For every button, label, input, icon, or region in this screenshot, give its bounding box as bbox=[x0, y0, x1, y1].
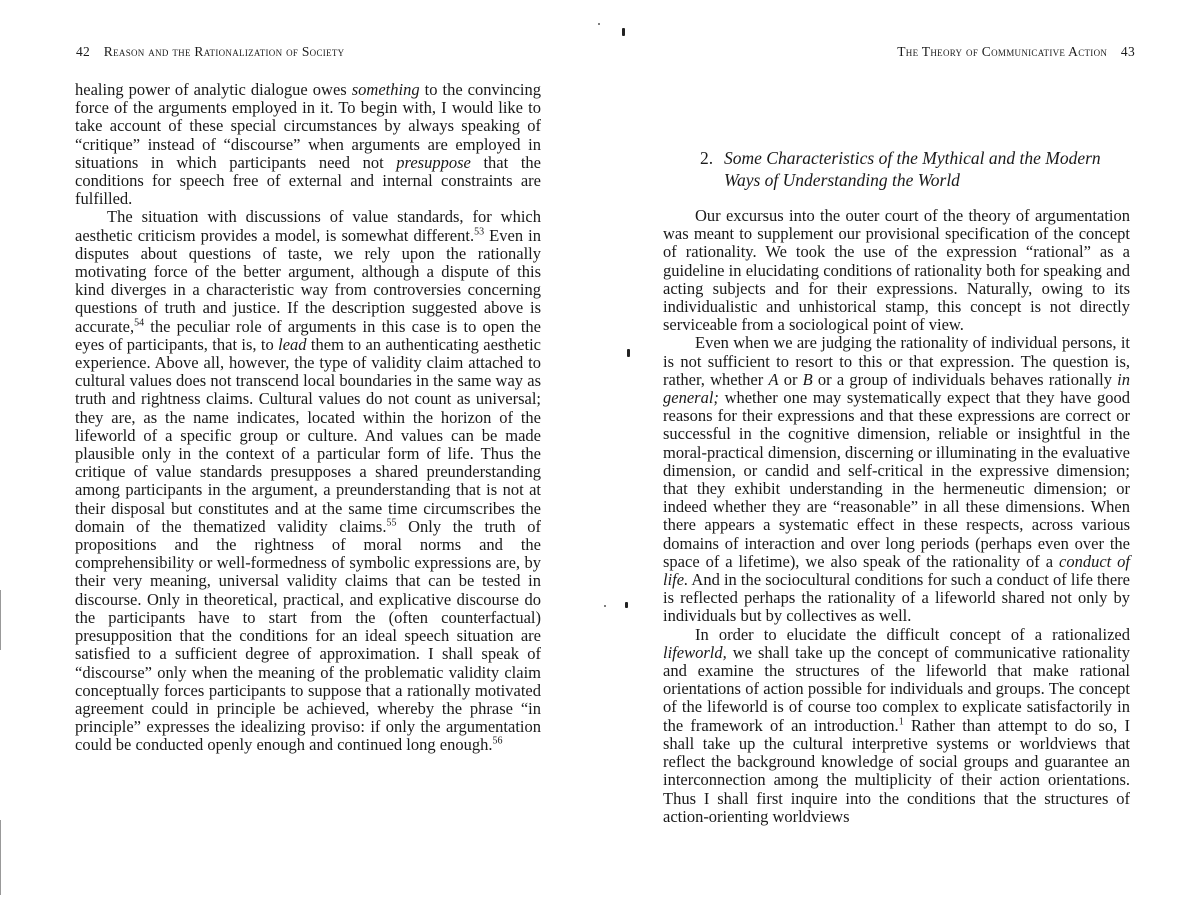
emphasis: A bbox=[768, 369, 779, 389]
emphasis: in general; bbox=[663, 369, 1131, 408]
text-run: In order to elucidate the difficult concept of a rationalized bbox=[695, 624, 1130, 644]
emphasis: presuppose bbox=[396, 152, 471, 172]
scan-dot bbox=[604, 605, 606, 607]
footnote-ref: 1 bbox=[898, 716, 904, 728]
right-running-head-title: The Theory of Communicative Action bbox=[897, 44, 1108, 59]
section-heading bbox=[700, 147, 1140, 191]
left-running-head-title: Reason and the Rationalization of Society bbox=[103, 44, 345, 59]
footnote-ref: 56 bbox=[492, 735, 503, 747]
scan-mark bbox=[622, 28, 625, 36]
right-page-number: 43 bbox=[1120, 44, 1135, 59]
section-number: 2. bbox=[700, 148, 714, 168]
paragraph bbox=[75, 208, 541, 754]
footnote-ref: 53 bbox=[474, 226, 485, 238]
section-title-line-1: Some Characteristics of the Mythical and the Modern bbox=[724, 148, 1101, 168]
section-title-line-2: Ways of Understanding the World bbox=[724, 170, 960, 190]
emphasis: lifeworld, bbox=[663, 642, 727, 662]
scan-dot bbox=[598, 23, 600, 25]
text-run: we shall take up the concept of communicative rationality and examine the structures of the lifeworld that make rational orientations of action possible for individuals and groups. The concept of the lifeworld is of course too complex to explicate satisfactorily in the framework of an introduction. bbox=[663, 642, 1130, 735]
right-body-text bbox=[663, 207, 1130, 826]
paragraph bbox=[663, 334, 1130, 625]
emphasis: B bbox=[802, 369, 813, 389]
scan-mark bbox=[627, 349, 630, 357]
text-run: to the convincing force of the arguments employed in it. To begin with, I would like to take account of these special circumstances by always speaking of “critique” instead of “discourse” when arguments are employed in situations in which participants need not bbox=[75, 80, 542, 172]
emphasis: conduct of life. bbox=[663, 551, 1130, 590]
emphasis: something bbox=[351, 80, 420, 99]
text-run: Only the truth of propositions and the rightness of moral norms and the comprehensibility or well-formedness of symbolic expressions are, by their very meaning, universal validity claims that can be tested in discourse. Only in theoretical, practical, and explicative discourse do the participants have to start from the (often counterfactual) presupposition that the conditions for an ideal speech situation are satisfied to a sufficient degree of approximation. I shall speak of “discourse” only when the meaning of the problematic validity claim conceptually forces participants to suppose that a rationally motivated agreement could in principle be achieved, whereby the phrase “in principle” expresses the idealizing proviso: if only the argumentation could be conducted openly enough and continued long enough. bbox=[75, 516, 541, 755]
text-run: or a group of individuals behaves rationally bbox=[812, 369, 1118, 389]
emphasis: lead bbox=[278, 334, 307, 354]
paragraph bbox=[663, 626, 1130, 826]
right-page bbox=[600, 0, 1199, 899]
text-run: Even when we are judging the rationality of individual persons, it is not sufficient to resort to this or that expression. The question is, rather, whether bbox=[663, 333, 1130, 389]
text-run: whether one may systematically expect that they have good reasons for their expressions and that these expressions are correct or successful in the cognitive dimension, reliable or insightful in the moral-practical dimension, discerning or illuminating in the evaluative dimension, or candid and self-critical in the expressive dimension; that they exhibit understanding in the hermeneutic dimension; or indeed whether they are “reasonable” in all these dimensions. When there appears a systematic effect in these respects, across various domains of interaction and over long periods (perhaps even over the space of a lifetime), we also speak of the rationality of a bbox=[663, 388, 1130, 571]
text-run: or bbox=[778, 369, 803, 389]
left-body-text bbox=[75, 81, 541, 755]
text-run: Rather than attempt to do so, I shall take up the cultural interpretive systems or worldviews that reflect the background knowledge of social groups and guarantee an interconnection among the multiplicity of their action orientations. Thus I shall first inquire into the conditions that the structures of action-orienting worldviews bbox=[663, 715, 1131, 826]
right-running-head bbox=[897, 44, 1135, 60]
text-run: them to an authenticating aesthetic experience. Above all, however, the type of validity claim attached to cultural values does not transcend local boundaries in the same way as truth and rightness claims. Cultural values do not count as universal; they are, as the name indicates, located within the horizon of the lifeworld of a specific group or culture. And values can be made plausible only in the context of a particular form of life. Thus the critique of value standards presupposes a shared preunderstanding among participants in the argument, a preunderstanding that is not at their disposal but constitutes and at the same time circumscribes the domain of the thematized validity claims. bbox=[75, 334, 541, 536]
paragraph bbox=[75, 81, 541, 208]
paragraph bbox=[663, 207, 1130, 334]
scan-edge bbox=[0, 820, 1, 895]
scan-edge bbox=[0, 590, 1, 650]
text-run: the peculiar role of arguments in this case is to open the eyes of participants, that is, to bbox=[75, 316, 541, 354]
footnote-ref: 55 bbox=[386, 517, 397, 529]
text-run: And in the sociocultural conditions for such a conduct of life there is reflected perhaps the rationality of a lifeworld shared not only by individuals but by collectives as well. bbox=[663, 570, 1130, 626]
scan-mark bbox=[625, 602, 628, 608]
left-running-head bbox=[76, 44, 344, 60]
text-run: Even in disputes about questions of taste, we rely upon the rationally motivating force of the better argument, although a dispute of this kind diverges in a characteristic way from controversies concerning questions of truth and justice. If the description suggested above is accurate, bbox=[75, 225, 541, 336]
text-run: Our excursus into the outer court of the theory of argumentation was meant to supplement our provisional specification of the concept of rationality. We took the use of the expression “rational” as a guideline in elucidating conditions of rationality both for speaking and acting subjects and for their expressions. Naturally, owing to its individualistic and unhistorical stamp, this concept is not directly serviceable from a sociological point of view. bbox=[663, 206, 1130, 335]
text-run: healing power of analytic dialogue owes bbox=[75, 80, 352, 99]
text-run: that the conditions for speech free of external and internal constraints are fulfilled. bbox=[75, 152, 541, 209]
footnote-ref: 54 bbox=[134, 317, 145, 329]
text-run: The situation with discussions of value standards, for which aesthetic criticism provides a model, is somewhat different. bbox=[75, 207, 541, 245]
left-page-number: 42 bbox=[76, 44, 91, 59]
